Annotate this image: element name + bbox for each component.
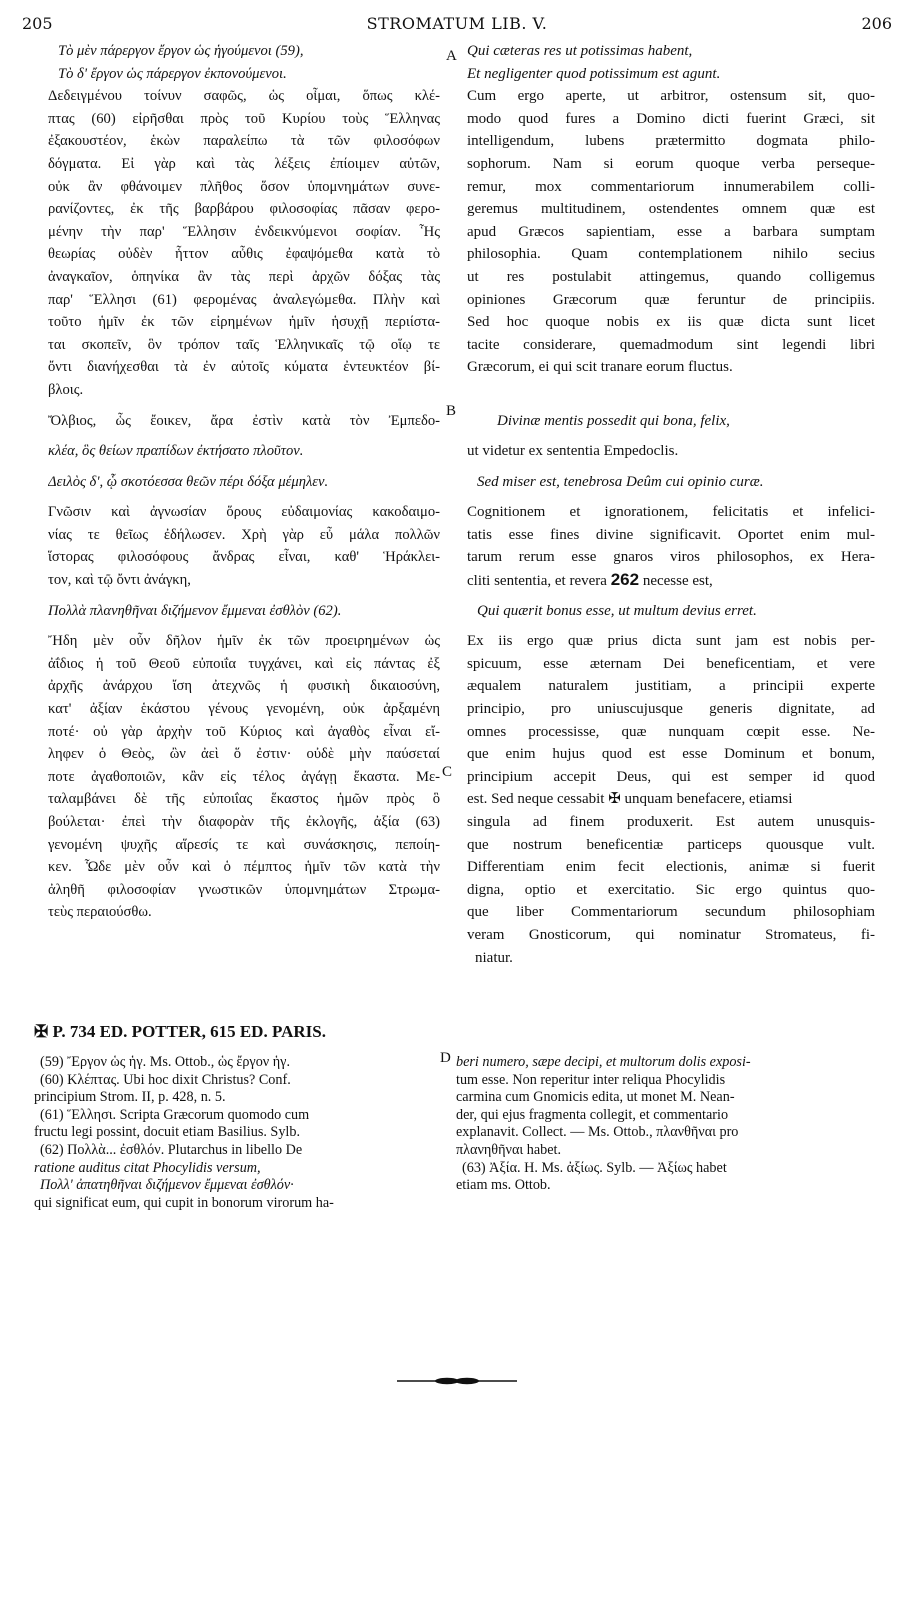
greek-line: Ἤδη μὲν οὖν δῆλον ἡμῖν ἐκ τῶν προειρημένων ὡς: [48, 633, 440, 650]
footnote-line: Πολλ' ἀπατηθῆναι διζήμενον ἔμμεναι ἐσθλόν·: [40, 1177, 294, 1194]
latin-line: tacite considerare, quemadmodum sint legendi libri: [467, 336, 875, 353]
footnote-line: etiam ms. Ottob.: [456, 1177, 551, 1194]
footnote-line: explanavit. Collect. — Ms. Ottob., πλανθῆναι pro: [456, 1124, 739, 1141]
running-title: STROMATUM LIB. V.: [366, 14, 548, 33]
latin-line: que nostrum beneficentiæ particeps quousque vult.: [467, 836, 875, 853]
footnote-line: beri numero, sæpe decipi, et multorum dolis exposi-: [456, 1054, 751, 1070]
greek-line: πτας (60) εἰρῆσθαι πρὸς τοῦ Κυρίου τοὺς Ἕλληνας: [48, 110, 440, 127]
latin-verse: Sed miser est, tenebrosa Deûm cui opinio curæ.: [477, 473, 764, 490]
greek-line: κεν. Ὧδε μὲν οὖν καὶ ὁ πέμπτος ἡμῖν τῶν κατὰ τὴν: [48, 859, 440, 876]
margin-letter-d: D: [440, 1050, 451, 1066]
footnote-line: (62) Πολλὰ... ἐσθλόν. Plutarchus in libello De: [40, 1141, 303, 1158]
latin-verse: Divinæ mentis possedit qui bona, felix,: [497, 412, 730, 429]
latin-line: Cum ergo aperte, ut arbitror, ostensum sit, quo-: [467, 88, 875, 105]
footnote-line: principium Strom. II, p. 428, n. 5.: [34, 1089, 226, 1106]
latin-line: modo quod fures a Domino dicti fuerint Græci, sit: [467, 110, 875, 127]
footnote-line: carmina cum Gnomicis edita, ut monet M. Nean-: [456, 1089, 735, 1106]
latin-line: tarum rerum esse gnaros viros philosophos, ex Hera-: [467, 549, 875, 566]
greek-line: ρανίζοντες, ἐκ τῆς βαρβάρου φιλοσοφίας πᾶσαν φερο-: [48, 201, 440, 218]
footnote-line: fructu legi possint, docuit etiam Basilius. Sylb.: [34, 1124, 300, 1141]
latin-line: æqualem naturalem justitiam, a principii experte: [467, 678, 875, 695]
footnotes-left: [34, 1054, 439, 1212]
latin-line: tatis esse fines divine significavit. Oportet enim mul-: [467, 526, 875, 543]
latin-line: que liber Commentariorum secundum philosophiam: [467, 904, 875, 921]
greek-line: τεὺς περαιούσθω.: [48, 904, 152, 921]
greek-verse: Πολλὰ πλανηθῆναι διζήμενον ἔμμεναι ἐσθλὸν (62).: [48, 602, 342, 619]
greek-line: ταλαμβάνει δὲ τῆς εὐποιΐας ἕκαστος ἡμῶν πρὸς ὃ: [48, 791, 440, 808]
latin-line: digna, optio et exercitatio. Sic ergo quintus quo-: [467, 881, 875, 898]
latin-verse: Qui cæteras res ut potissimas habent,: [467, 43, 693, 59]
ornament-divider-icon: [395, 1375, 519, 1387]
latin-line: Differentiam enim fecit electionis, animæ si fuerit: [467, 859, 875, 876]
greek-line: δόγματα. Εἰ γὰρ καὶ τὰς λέξεις ἐπίοιμεν αὐτῶν,: [48, 155, 440, 172]
latin-line: principium accepit Deus, qui est semper id quod: [467, 768, 875, 785]
cross-icon: ✠: [608, 791, 621, 808]
greek-line: γενομένη ψυχῆς αἵρεσίς τε καὶ συνάσκησις, πεποίη-: [48, 836, 440, 853]
greek-text-column: [48, 40, 440, 924]
latin-line: ut res postulabit attingemus, quando colligemus: [467, 268, 875, 285]
latin-verse: Qui quærit bonus esse, ut multum devius erret.: [477, 602, 757, 619]
greek-line: βλοις.: [48, 381, 84, 398]
latin-line: geremus multitudinem, ostendentes omnem quæ est: [467, 201, 875, 218]
greek-line: ται σκοπεῖν, ὃν τρόπον ταῖς Ἑλληνικαῖς τῷ οἵῳ τε: [48, 336, 440, 353]
greek-line: νίας τε θεῖως ἐδήλωσεν. Χρὴ γὰρ εὖ μάλα πολλῶν: [48, 526, 440, 543]
greek-line: θεωρίας οὐδὲν ἧττον αὖθις ἐφαψόμεθα κατὰ τὸ: [48, 246, 440, 263]
latin-line: principio, pro uniuscujusque generis dignitate, ad: [467, 701, 875, 718]
greek-line: οὐκ ἂν φθάνοιμεν πλῆθος ὅσον ὑπομνημάτων συνε-: [48, 178, 440, 195]
latin-line: remur, mox commentariorum innumerabilem colli-: [467, 178, 875, 195]
greek-line: ἀληθῆ φιλοσοφίαν γνωστικῶν ὑπομνημάτων Στρωμα-: [48, 881, 440, 898]
latin-line: veram Gnosticorum, qui nominatur Stromateus, fi-: [467, 926, 875, 943]
margin-letter-c: C: [442, 764, 453, 780]
latin-blank: [467, 379, 875, 402]
greek-line: τον, καὶ τῷ ὄντι ἀνάγκη,: [48, 572, 191, 589]
latin-verse: Et negligenter quod potissimum est agunt.: [467, 65, 721, 82]
footnote-line: der, qui ejus fragmenta collegit, et commentario: [456, 1106, 729, 1123]
footnotes-right: [456, 1054, 876, 1195]
latin-line-text: cliti sententia, et revera: [467, 573, 607, 590]
latin-text-column: [467, 40, 875, 969]
latin-line: Græcorum, ei qui scit tranare eorum fluctus.: [467, 359, 733, 376]
greek-line: ἀΐδιος ἡ τοῦ Θεοῦ εὐποιΐα τυγχάνει, καὶ εἰς πάντας ἐξ: [48, 655, 440, 672]
greek-line: μένην τὴν παρ' Ἕλλησιν ἐνδεικνύμενοι σοφίαν. Ἧς: [48, 223, 440, 240]
latin-line: spicuum, esse æternam Dei beneficentiam, et vere: [467, 655, 875, 672]
page-number-right: 206: [861, 14, 892, 33]
greek-line: Τὸ δ' ἔργον ὡς πάρεργον ἐκπονούμενοι.: [58, 65, 287, 82]
page-number-marker: 262: [610, 570, 640, 590]
footnote-line: (60) Κλέπτας. Ubi hoc dixit Christus? Conf.: [40, 1071, 291, 1088]
running-header: [22, 14, 892, 36]
footnote-line: tum esse. Non reperitur inter reliqua Phocylidis: [456, 1071, 726, 1088]
greek-line: ἵστορας φιλοσόφους ἄνδρας εἶναι, καθ' Ἡράκλει-: [48, 549, 440, 566]
greek-line: βούλεται· ἐπεὶ τὴν διαφορὰν τῆς ἐκλογῆς, ἀξία (63): [48, 814, 440, 830]
latin-line-tail: unquam benefacere, etiamsi: [624, 791, 793, 808]
latin-line: Sed hoc quoque nobis ex iis quæ dicta sunt licet: [467, 314, 875, 331]
greek-line: τοῦτο ἡμῖν ἐκ τῶν εἰρημένων ἡμῖν ἡσυχῇ περιίστα-: [48, 314, 440, 331]
latin-line: intelligendum, lubens prætermitto dogmata philo-: [467, 133, 875, 150]
greek-line: ποτε ἀγαθοποιῶν, κἂν εἰς τέλος ἀγάγῃ ἕκαστα. Με-: [48, 768, 440, 785]
greek-line: ὄντι διανήχεσθαι τὰ ἐν αὐτοῖς κύματα ἐντευκτέον βί-: [48, 359, 440, 376]
edition-reference: ✠ P. 734 ED. POTTER, 615 ED. PARIS.: [34, 1022, 326, 1041]
latin-line: [467, 569, 875, 592]
footnote-line: (61) Ἕλλησι. Scripta Græcorum quomodo cum: [40, 1106, 310, 1123]
latin-line: [467, 788, 875, 811]
latin-line: philosophia. Quam contemplationem nihilo secius: [467, 246, 875, 263]
latin-line: omnes processisse, quæ nunquam cœpit esse. Ne-: [467, 723, 875, 740]
latin-line: que enim hujus quod est esse Dominum et bonum,: [467, 746, 875, 763]
latin-line: sophorum. Nam si eorum quoque verba persequе-: [467, 155, 875, 172]
greek-line: Τὸ μὲν πάρεργον ἔργον ὡς ἡγούμενοι (59),: [58, 43, 304, 59]
greek-verse: Δειλὸς δ', ᾧ σκοτόεσσα θεῶν πέρι δόξα μέμηλεν.: [48, 473, 329, 490]
greek-verse: κλέα, ὃς θείων πραπίδων ἐκτήσατο πλοῦτον.: [48, 443, 304, 460]
greek-line: ἐξακουστέον, ἑκὼν παραλείπω τὰ τῶν φιλοσόφων: [48, 133, 440, 150]
margin-letter-b: B: [446, 403, 457, 419]
greek-line: Δεδειγμένου τοίνυν σαφῶς, ὡς οἶμαι, ὅπως κλέ-: [48, 88, 440, 105]
margin-letter-a: A: [446, 48, 457, 64]
greek-line: ἀρχῆς ἀνάρχου ἴση ἀτεχνῶς ἡ φυσικὴ δικαιοσύνη,: [48, 678, 440, 695]
latin-line: apud Græcos sapientiam, esse a barbara sumptam: [467, 223, 875, 240]
footnote-line: ratione auditus citat Phocylidis versum,: [34, 1159, 261, 1176]
greek-line: ἀναγκαῖον, ὁπηνίκα ἂν τὰς περὶ ἀρχῶν δόξας τὰς: [48, 268, 440, 285]
footnote-line: qui significat eum, qui cupit in bonorum virorum ha-: [34, 1194, 334, 1211]
greek-line: ληφεν ὁ Θεὸς, ὢν ἀεὶ ὅ ἐστιν· οὐδὲ μὴν παύσεταί: [48, 746, 440, 763]
greek-verse: Ὄλβιος, ὧς ἔοικεν, ἄρα ἐστὶν κατὰ τὸν Ἐμπεδο-: [48, 412, 440, 429]
greek-line: κατ' ἀξίαν ἑκάστου γένους γενομένη, οὐκ ἀρξαμένη: [48, 701, 440, 718]
latin-line: Cognitionem et ignorationem, felicitatis et infelici-: [467, 504, 875, 521]
greek-line: παρ' Ἕλλησι (61) φερομένας ἀναλεγώμεθα. Πλὴν καὶ: [48, 291, 440, 308]
footnote-line: (59) Ἔργον ὡς ἡγ. Ms. Ottob., ὡς ἔργον ἡγ.: [40, 1054, 290, 1070]
greek-line: Γνῶσιν καὶ ἀγνωσίαν ὅρους εὐδαιμονίας κακοδαιμο-: [48, 504, 440, 521]
greek-line: ποτέ· οὐ γὰρ ἀρχὴν τοῦ Κύριος καὶ ἀγαθὸς εἶναι εἴ-: [48, 723, 440, 740]
latin-line-tail: necesse est,: [642, 573, 713, 590]
page-number-left: 205: [22, 14, 53, 33]
latin-line: singula ad finem produxerit. Est autem unusquis-: [467, 814, 875, 830]
footnote-line: (63) Ἀξία. H. Ms. ἀξίως. Sylb. — Ἀξίως habet: [462, 1159, 727, 1176]
latin-line: opiniones Græcorum quæ feruntur de principiis.: [467, 291, 875, 308]
footnote-line: πλανηθῆναι habet.: [456, 1141, 562, 1158]
latin-line-text: est. Sed neque cessabit: [467, 791, 605, 808]
latin-line: ut videtur ex sententia Empedoclis.: [467, 443, 679, 460]
latin-line: niatur.: [475, 949, 513, 966]
latin-line: Ex iis ergo quæ prius dicta sunt jam est nobis per-: [467, 633, 875, 650]
